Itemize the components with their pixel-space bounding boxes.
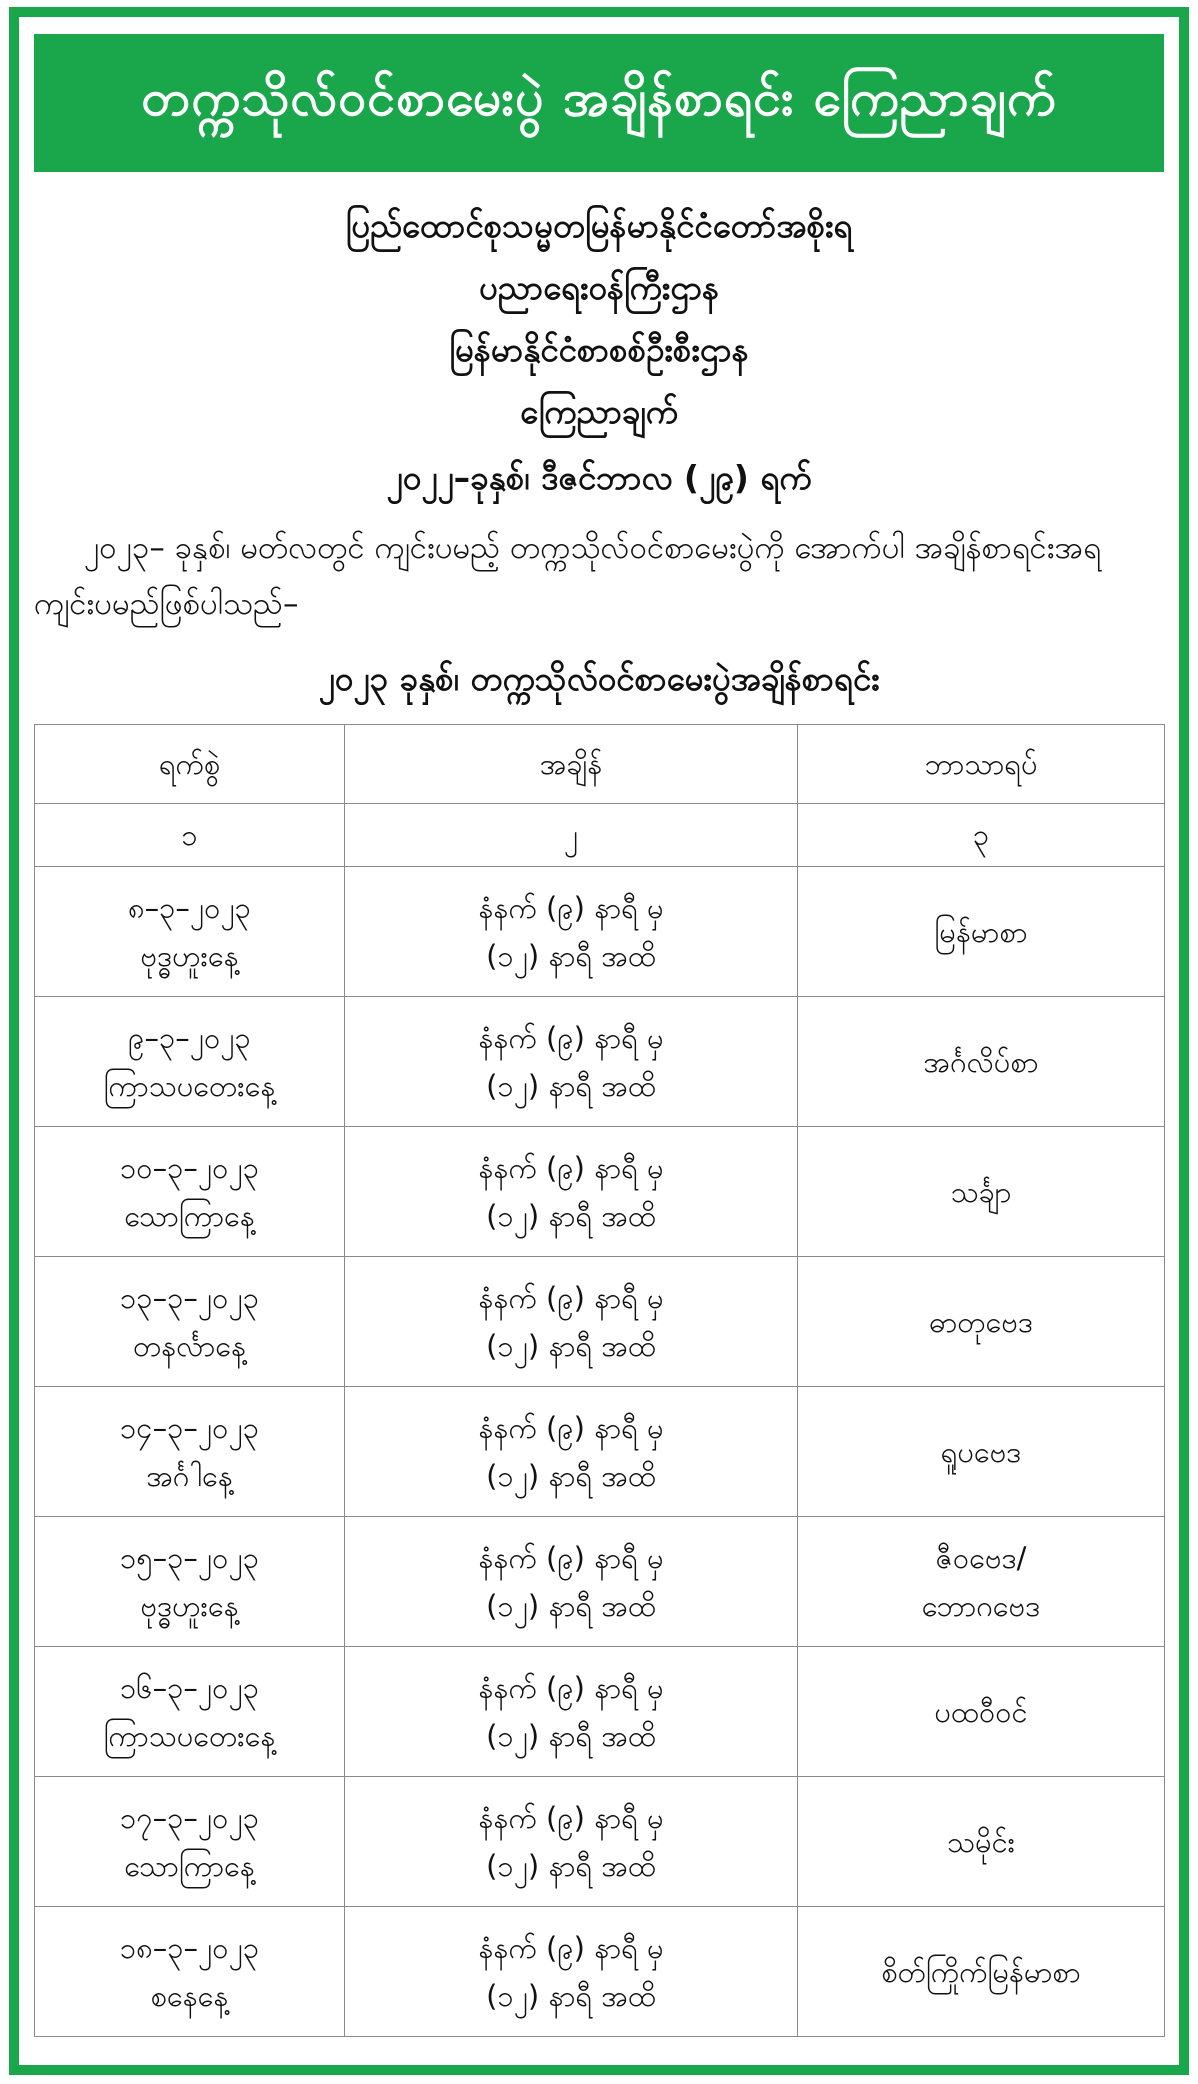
exam-subject: ဓာတုဗေဒ — [929, 1304, 1033, 1339]
exam-time-end: (၁၂) နာရီ အထိ — [486, 1978, 656, 2013]
subject-cell — [798, 1257, 1165, 1387]
exam-day: ကြာသပတေးနေ့ — [103, 1718, 276, 1753]
subject-cell — [798, 997, 1165, 1127]
header-ministry: ပညာရေးဝန်ကြီးဌာန — [478, 268, 720, 307]
time-cell — [345, 1517, 798, 1647]
column-number: ၂ — [345, 804, 798, 867]
exam-day: စနေနေ့ — [150, 1978, 229, 2013]
subject-cell — [798, 1777, 1165, 1907]
header-department: မြန်မာနိုင်ငံစာစစ်ဦးစီးဌာန — [449, 330, 749, 369]
exam-time-start: နံနက် (၉) နာရီ မှ — [478, 1670, 664, 1705]
column-number-row — [35, 804, 1165, 867]
date-cell — [35, 1907, 345, 2037]
time-cell — [345, 867, 798, 997]
column-header-date: ရက်စွဲ — [35, 725, 345, 804]
exam-day: ကြာသပတေးနေ့ — [103, 1068, 276, 1103]
exam-schedule-table — [34, 724, 1165, 2037]
time-cell — [345, 1387, 798, 1517]
subject-cell — [798, 1647, 1165, 1777]
exam-time-start: နံနက် (၉) နာရီ မှ — [478, 1410, 664, 1445]
table-header-row — [35, 725, 1165, 804]
table-row — [35, 1907, 1165, 2037]
date-cell — [35, 1517, 345, 1647]
exam-subject: သင်္ချာ — [950, 1174, 1012, 1209]
time-cell — [345, 1257, 798, 1387]
exam-day: ဗုဒ္ဓဟူးနေ့ — [140, 938, 239, 973]
exam-time-end: (၁၂) နာရီ အထိ — [486, 1068, 656, 1103]
exam-time-start: နံနက် (၉) နာရီ မှ — [478, 1930, 664, 1965]
exam-subject: သမိုင်း — [946, 1824, 1016, 1859]
exam-subject: ပထဝီဝင် — [934, 1694, 1028, 1729]
exam-time-start: နံနက် (၉) နာရီ မှ — [478, 1150, 664, 1185]
exam-time-start: နံနက် (၉) နာရီ မှ — [478, 1020, 664, 1055]
exam-date: ၁၇–၃–၂၀၂၃ — [119, 1800, 260, 1835]
table-row — [35, 1127, 1165, 1257]
subject-cell — [798, 1907, 1165, 2037]
table-row — [35, 867, 1165, 997]
exam-date: ၁၀–၃–၂၀၂၃ — [119, 1150, 260, 1185]
header-announcement: ကြေညာချက် — [520, 392, 678, 431]
table-row — [35, 1777, 1165, 1907]
exam-date: ၁၈–၃–၂၀၂၃ — [119, 1930, 260, 1965]
exam-time-end: (၁၂) နာရီ အထိ — [486, 1328, 656, 1363]
table-row — [35, 1387, 1165, 1517]
exam-time-end: (၁၂) နာရီ အထိ — [486, 1588, 656, 1623]
exam-time-end: (၁၂) နာရီ အထိ — [486, 1458, 656, 1493]
date-cell — [35, 1127, 345, 1257]
exam-subject-alt: ဘောဂဗေဒ — [921, 1588, 1041, 1623]
banner-title: တက္ကသိုလ်ဝင်စာမေးပွဲ အချိန်စာရင်း ကြေညာချက် — [34, 34, 1164, 172]
exam-date: ၁၅–၃–၂၀၂၃ — [119, 1540, 260, 1575]
exam-subject: အင်္ဂလိပ်စာ — [923, 1044, 1039, 1079]
exam-time-start: နံနက် (၉) နာရီ မှ — [478, 1800, 664, 1835]
exam-date: ၈–၃–၂၀၂၃ — [128, 890, 251, 925]
table-row — [35, 1647, 1165, 1777]
time-cell — [345, 1907, 798, 2037]
exam-day: သောကြာနေ့ — [124, 1198, 255, 1233]
exam-date: ၉–၃–၂၀၂၃ — [128, 1020, 251, 1055]
exam-time-start: နံနက် (၉) နာရီ မှ — [478, 890, 664, 925]
time-cell — [345, 1127, 798, 1257]
date-cell — [35, 997, 345, 1127]
column-number: ၁ — [35, 804, 345, 867]
header-date: ၂၀၂၂–ခုနှစ်၊ ဒီဇင်ဘာလ (၂၉) ရက် — [386, 458, 812, 497]
column-header-subject: ဘာသာရပ် — [798, 725, 1165, 804]
table-row — [35, 1517, 1165, 1647]
header-government: ပြည်ထောင်စုသမ္မတမြန်မာနိုင်ငံတော်အစိုးရ — [345, 206, 853, 245]
exam-time-end: (၁၂) နာရီ အထိ — [486, 1848, 656, 1883]
exam-day: ဗုဒ္ဓဟူးနေ့ — [140, 1588, 239, 1623]
exam-subject: ရူပဗေဒ — [940, 1434, 1022, 1469]
subject-cell — [798, 1517, 1165, 1647]
date-cell — [35, 867, 345, 997]
exam-subject: မြန်မာစာ — [934, 914, 1028, 949]
table-row — [35, 997, 1165, 1127]
time-cell — [345, 1777, 798, 1907]
column-header-time: အချိန် — [345, 725, 798, 804]
subject-cell — [798, 1387, 1165, 1517]
exam-date: ၁၄–၃–၂၀၂၃ — [119, 1410, 260, 1445]
time-cell — [345, 1647, 798, 1777]
exam-time-start: နံနက် (၉) နာရီ မှ — [478, 1280, 664, 1315]
date-cell — [35, 1387, 345, 1517]
subject-cell — [798, 867, 1165, 997]
exam-day: သောကြာနေ့ — [124, 1848, 255, 1883]
exam-time-end: (၁၂) နာရီ အထိ — [486, 938, 656, 973]
date-cell — [35, 1777, 345, 1907]
time-cell — [345, 997, 798, 1127]
exam-day: အင်္ဂါနေ့ — [146, 1458, 233, 1493]
subject-cell — [798, 1127, 1165, 1257]
exam-time-start: နံနက် (၉) နာရီ မှ — [478, 1540, 664, 1575]
exam-subject: စိတ်ကြိုက်မြန်မာစာ — [881, 1954, 1081, 1989]
date-cell — [35, 1257, 345, 1387]
date-cell — [35, 1647, 345, 1777]
exam-time-end: (၁၂) နာရီ အထိ — [486, 1718, 656, 1753]
exam-date: ၁၆–၃–၂၀၂၃ — [119, 1670, 260, 1705]
exam-subject: ဇီဝဗေဒ/ — [935, 1540, 1027, 1575]
exam-time-end: (၁၂) နာရီ အထိ — [486, 1198, 656, 1233]
column-number: ၃ — [798, 804, 1165, 867]
table-title: ၂၀၂၃ ခုနှစ်၊ တက္ကသိုလ်ဝင်စာမေးပွဲအချိန်စာရင်း — [318, 659, 880, 698]
table-row — [35, 1257, 1165, 1387]
intro-paragraph: ၂၀၂၃– ခုနှစ်၊ မတ်လတွင် ကျင်းပမည့် တက္ကသိုလ်ဝင်စာမေးပွဲကို အောက်ပါ အချိန်စာရင်းအရ ကျင်းပမည်ဖြစ်ပါသည်– — [34, 530, 1101, 622]
exam-day: တနင်္လာနေ့ — [132, 1328, 247, 1363]
exam-date: ၁၃–၃–၂၀၂၃ — [119, 1280, 260, 1315]
